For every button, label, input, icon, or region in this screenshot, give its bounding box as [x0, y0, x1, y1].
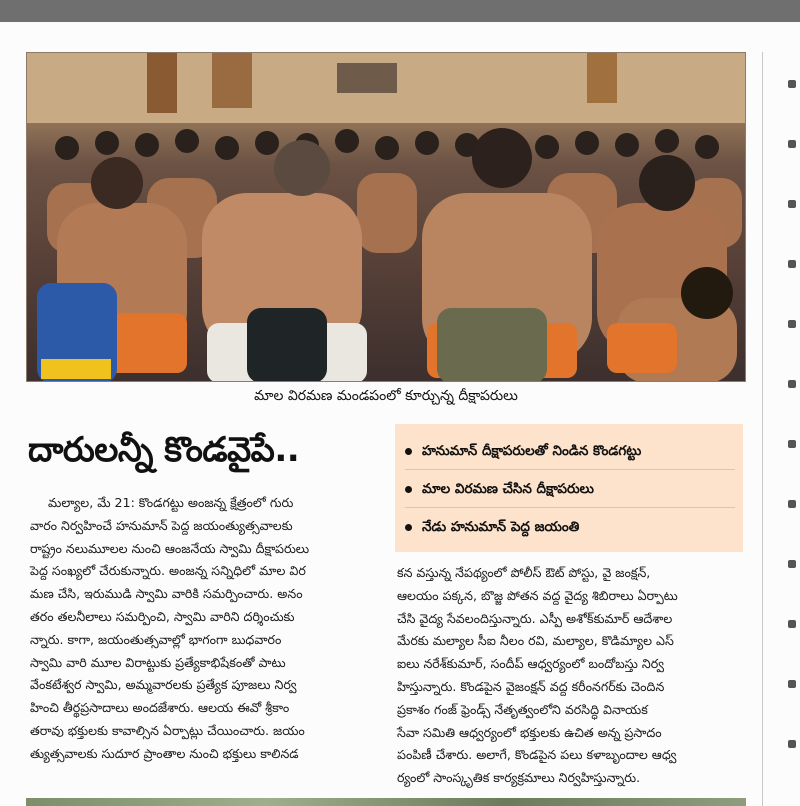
bullet-icon [405, 448, 412, 455]
body-line: స్వామి వారి మూల విరాట్టుకు ప్రత్యేకాభిషేకంతో పాటు [30, 654, 286, 670]
body-line: కన వస్తున్న నేపథ్యంలో పోలీస్ ఔట్ పోస్టు, వై జంక్షన్, [397, 565, 651, 580]
highlight-item: నేడు హనుమాన్ పెద్ద జయంతి [405, 508, 735, 546]
body-line: ఆలయం పక్కన, బొజ్జ పోతన వద్ద వైద్య శిబిరాలు ఏర్పాటు [397, 587, 678, 603]
highlight-item: మాల విరమణ చేసిన దీక్షాపరులు [405, 470, 735, 508]
next-photo-strip [26, 798, 746, 806]
body-line: మణ చేసి, ఇరుముడి స్వామి వారికి సమర్పించారు. అనం [30, 586, 303, 602]
body-line: హించి తీర్థప్రసాదాలు అందజేశారు. ఆలయ ఈవో శ్రీకాం [30, 700, 290, 716]
column-divider [762, 52, 763, 806]
body-line: తరావు భక్తులకు కావాల్సిన ఏర్పాట్లు చేయించారు. జయం [30, 722, 305, 738]
body-line: వేంకటేశ్వర స్వామి, అమ్మవారలకు ప్రత్యేక పూజలు నిర్వ [30, 677, 297, 693]
body-line: వారం నిర్వహించే హనుమాన్ పెద్ద జయంత్యుత్సవాలకు [30, 517, 293, 533]
highlights-box [395, 424, 743, 552]
body-line: త్యుత్సవాలకు సుదూర ప్రాంతాల నుంచి భక్తులు కాలినడ [30, 745, 299, 761]
body-line: మేరకు మల్యాల సీఐ నీలం రవి, మల్యాల, కొడిమ్యాల ఎస్ [397, 633, 674, 649]
body-line: ప్రకాశం గంజ్ ఫ్రెండ్స్ నేతృత్వంలోని వరసిద్ధి వినాయక [397, 701, 648, 717]
news-photo [26, 52, 746, 382]
adjacent-column-edge [786, 70, 800, 806]
body-line: చేసి వైద్య సేవలందిస్తున్నారు. ఎస్పీ అశోక్‌కుమార్ ఆదేశాల [397, 610, 673, 626]
body-line: సేవా సమితి ఆధ్వర్యంలో భక్తులకు ఉచిత అన్న ప్రసాదం [397, 724, 662, 740]
body-line: పెద్ద సంఖ్యలో చేరుకున్నారు. అంజన్న సన్నిధిలో మాల విర [30, 563, 306, 579]
bullet-icon [405, 486, 412, 493]
top-bar [0, 0, 800, 22]
photo-caption: మాల విరమణ మండపంలో కూర్చున్న దీక్షాపరులు [254, 388, 518, 404]
body-line: తరం తలనీలాలు సమర్పించి, స్వామి వారిని దర్శించుకు [30, 608, 295, 624]
body-line: ఐలు నరేశ్‌కుమార్, సందీప్ ఆధ్వర్యంలో బందోబస్తు నిర్వ [397, 656, 664, 672]
body-line: మల్యాల, మే 21: కొండగట్టు అంజన్న క్షేత్రంలో గురు [48, 495, 294, 510]
newspaper-page [0, 22, 800, 806]
body-line: రాష్ట్రం నలుమూలల నుంచి ఆంజనేయ స్వామి దీక్షాపరులు [30, 540, 310, 556]
bullet-icon [405, 524, 412, 531]
article-body-right [397, 562, 749, 790]
photo-devotees-icon [27, 53, 746, 382]
article-body-left [30, 492, 390, 766]
highlight-item: హనుమాన్ దీక్షాపరులతో నిండిన కొండగట్టు [405, 432, 735, 470]
body-line: పంపిణీ చేశారు. అలాగే, కొండపైన పలు కళాబృందాల ఆధ్వ [397, 747, 677, 763]
body-line: ర్యంలో సాంస్కృతిక కార్యక్రమాలు నిర్వహిస్తున్నారు. [397, 770, 641, 786]
body-line: హిస్తున్నారు. కొండపైన వైజంక్షన్ వద్ద కరీంనగర్‌కు చెందిన [397, 678, 665, 694]
headline: దారులన్నీ కొండవైపే.. [28, 430, 300, 470]
body-line: న్నారు. కాగా, జయంతుత్సవాల్లో భాగంగా బుధవారం [30, 631, 282, 647]
